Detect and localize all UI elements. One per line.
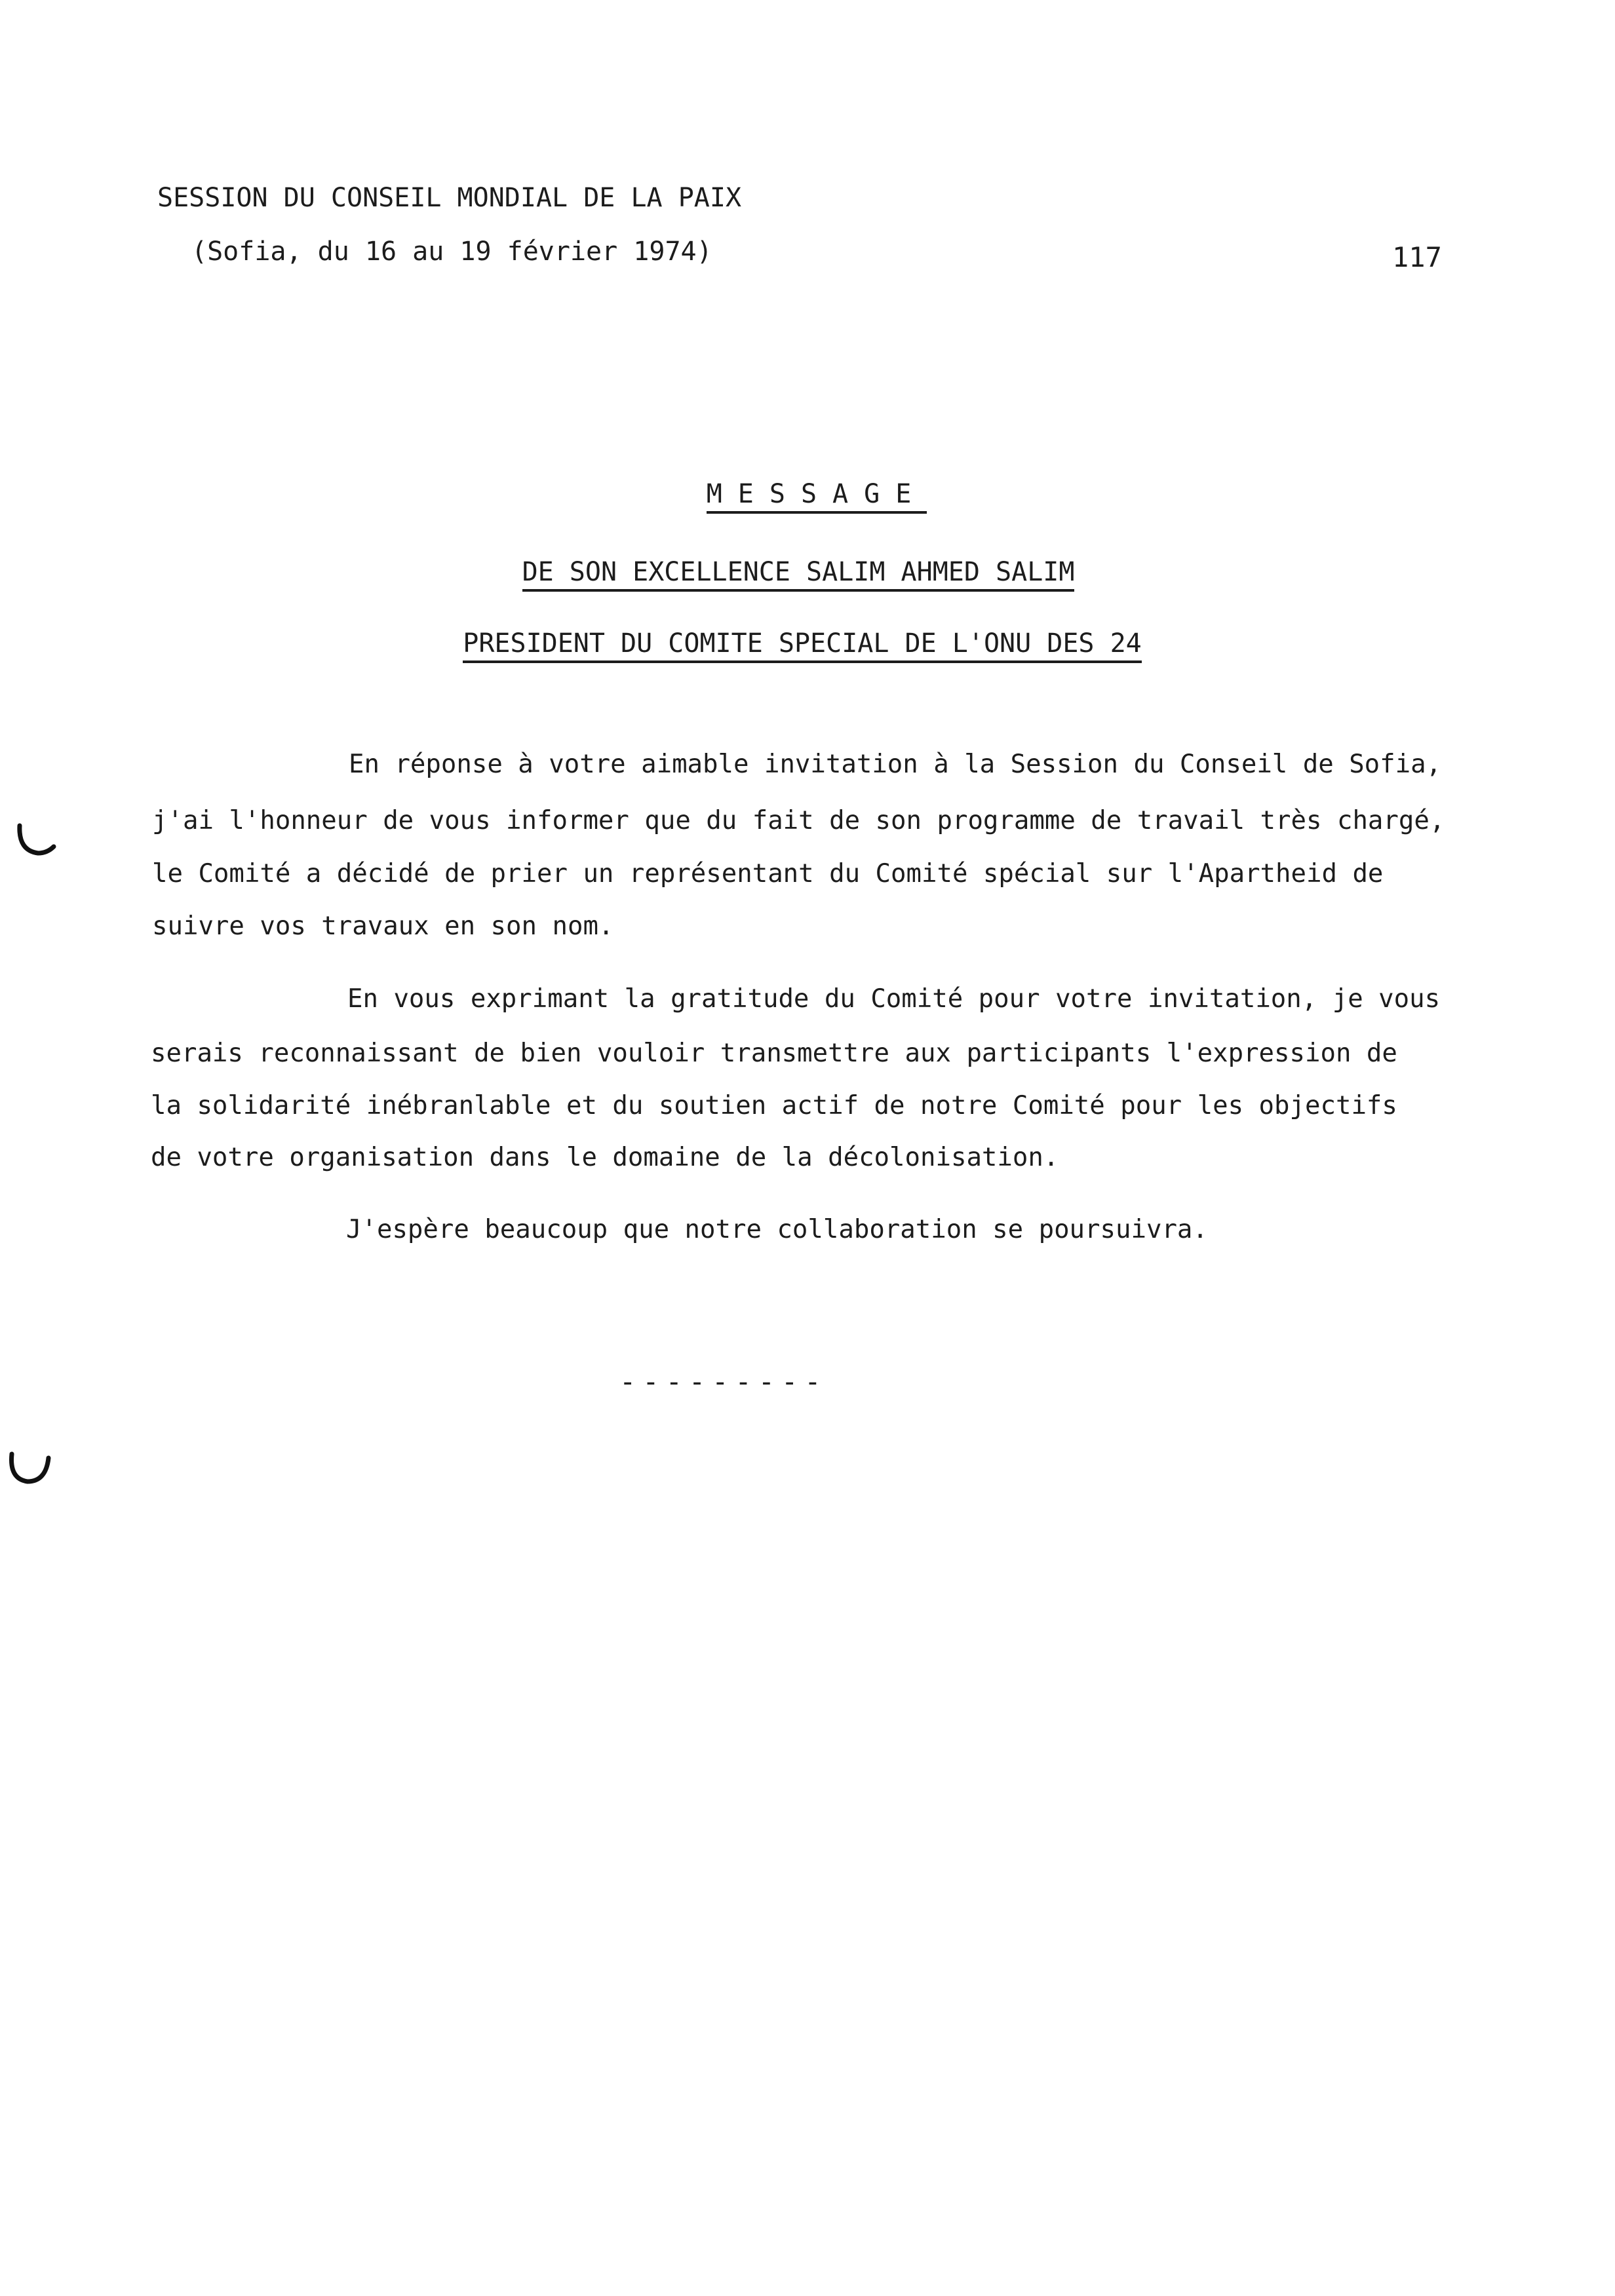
paragraph1-line: En réponse à votre aimable invitation à la Session du Conseil de Sofia, xyxy=(349,750,1442,779)
title-excellence-text: DE SON EXCELLENCE SALIM AHMED SALIM xyxy=(522,559,1075,592)
paragraph3-line: J'espère beaucoup que notre collaboration se poursuivra. xyxy=(346,1215,1208,1244)
paragraph2-line: la solidarité inébranlable et du soutien actif de notre Comité pour les objectifs xyxy=(151,1091,1397,1120)
title-excellence xyxy=(0,559,1606,592)
paragraph2-line: serais reconnaissant de bien vouloir transmettre aux participants l'expression de xyxy=(151,1039,1397,1068)
punch-hole-mark-icon xyxy=(13,819,59,865)
separator-dashes: --------- xyxy=(619,1366,828,1398)
punch-hole-mark-icon xyxy=(5,1445,51,1491)
session-dates: (Sofia, du 16 au 19 février 1974) xyxy=(191,237,712,267)
paragraph2-line: En vous exprimant la gratitude du Comité pour votre invitation, je vous xyxy=(347,984,1441,1014)
title-message-text: MESSAGE xyxy=(707,481,927,514)
paragraph2-line: de votre organisation dans le domaine de la décolonisation. xyxy=(151,1143,1059,1172)
paragraph1-line: le Comité a décidé de prier un représentant du Comité spécial sur l'Apartheid de xyxy=(152,859,1384,889)
paragraph1-line: j'ai l'honneur de vous informer que du fait de son programme de travail très chargé, xyxy=(152,806,1445,835)
session-heading: SESSION DU CONSEIL MONDIAL DE LA PAIX xyxy=(157,183,742,213)
title-president xyxy=(0,630,1610,663)
page-number: 117 xyxy=(1392,241,1442,273)
title-message xyxy=(0,481,1615,514)
paragraph1-line: suivre vos travaux en son nom. xyxy=(152,911,614,941)
title-president-text: PRESIDENT DU COMITE SPECIAL DE L'ONU DES 24 xyxy=(463,630,1142,663)
